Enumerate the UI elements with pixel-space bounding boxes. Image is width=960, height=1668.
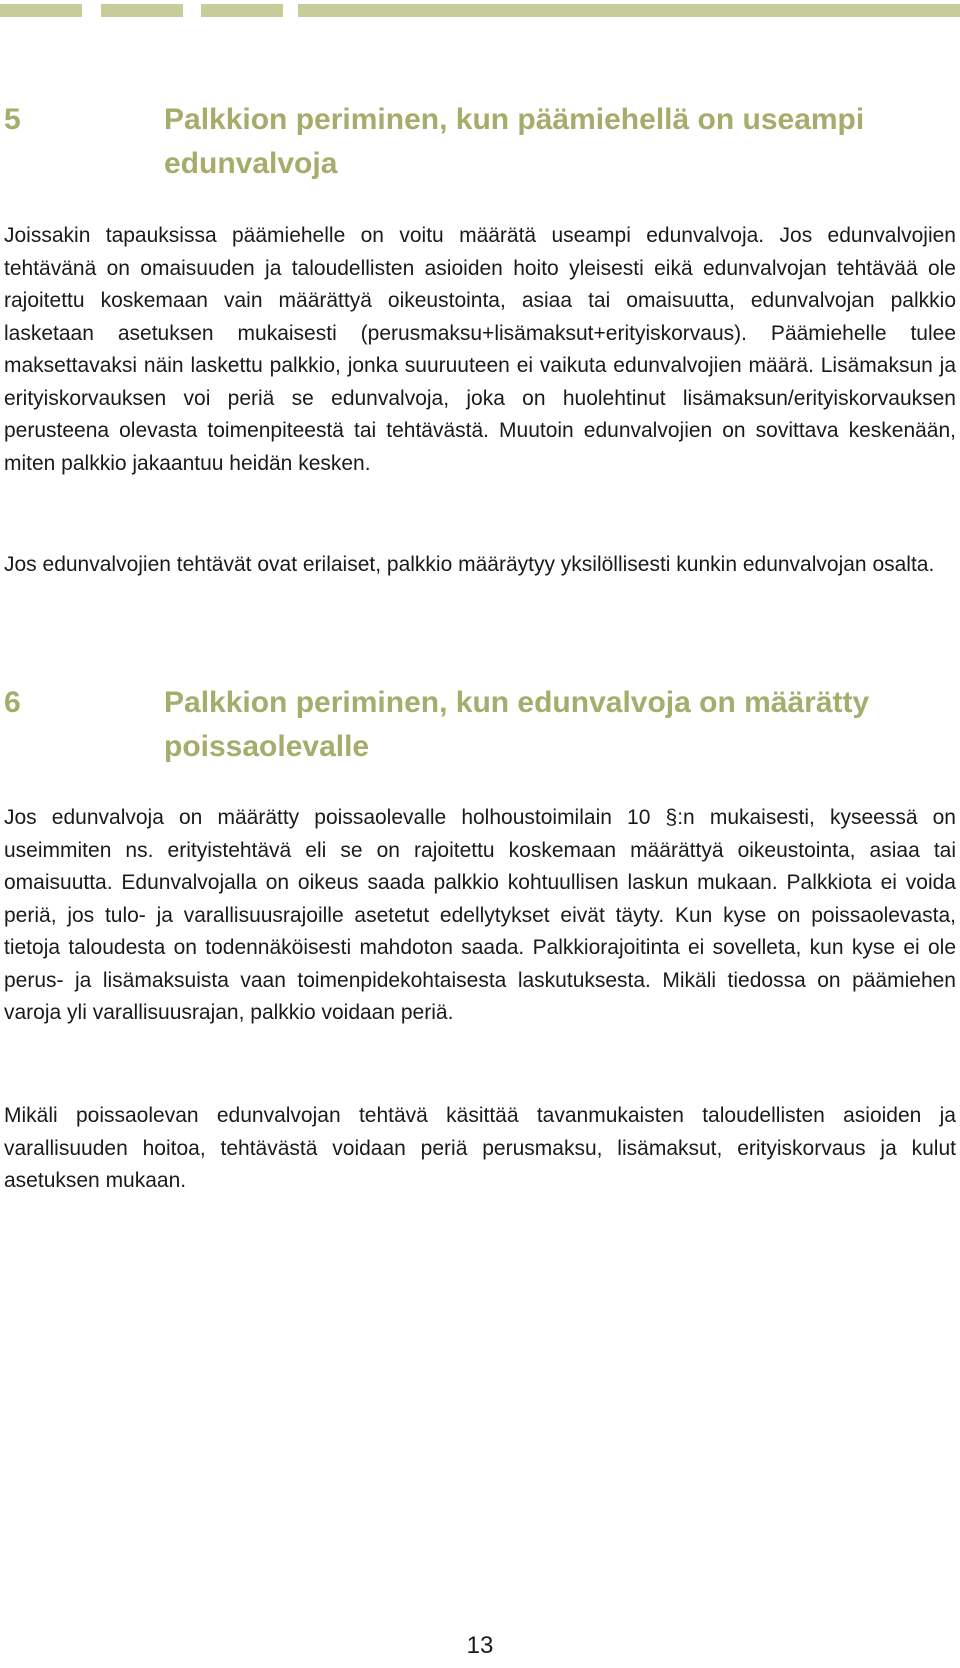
section-title: Palkkion periminen, kun edunvalvoja on määrätty poissaolevalle: [164, 686, 870, 763]
header-bar: [201, 4, 283, 17]
section-number: 5: [4, 103, 21, 136]
paragraph: Joissakin tapauksissa päämiehelle on voitu määrätä useampi edunvalvoja. Jos edunvalvojien tehtävänä on omaisuuden ja taloudellisten asioiden hoito yleisesti eikä edunvalvojan tehtävää ole rajoitettu koskemaan vain määrättyä oikeustointa, asiaa tai omaisuutta, edunvalvojan palkkio lasketaan asetuksen mukaisesti (perusmaksu+lisämaksut+erityiskorvaus). Päämiehelle tulee maksettavaksi näin laskettu palkkio, jonka suuruuteen ei vaikuta edunvalvojien määrä. Lisämaksun ja erityiskorvauksen voi periä se edunvalvoja, joka on huolehtinut lisämaksun/erityiskorvauksen perusteena olevasta toimenpiteestä tai tehtävästä. Muutoin edunvalvojien on sovittava keskenään, miten palkkio jakaantuu heidän kesken.: [4, 224, 956, 475]
section-title: Palkkion periminen, kun päämiehellä on useampi edunvalvoja: [164, 103, 865, 180]
paragraph: Jos edunvalvojien tehtävät ovat erilaiset, palkkio määräytyy yksilöllisesti kunkin edunvalvojan osalta.: [4, 553, 935, 576]
page-number: 13: [466, 1632, 494, 1659]
section-number: 6: [4, 686, 21, 719]
header-bar: [0, 4, 82, 17]
paragraph: Mikäli poissaolevan edunvalvojan tehtävä käsittää tavanmukaisten taloudellisten asioiden ja varallisuuden hoitoa, tehtävästä voidaan periä perusmaksu, lisämaksut, erityiskorvaus ja kulut asetuksen mukaan.: [4, 1104, 956, 1192]
header-bar: [298, 4, 960, 17]
header-decoration: [0, 4, 960, 17]
header-bar: [101, 4, 183, 17]
paragraph: Jos edunvalvoja on määrätty poissaolevalle holhoustoimilain 10 §:n mukaisesti, kyseessä on useimmiten ns. erityistehtävä eli se on rajoitettu koskemaan määrättyä oikeustointa, asiaa tai omaisuutta. Edunvalvojalla on oikeus saada palkkio kohtuullisen laskun mukaan. Palkkiota ei voida periä, jos tulo- ja varallisuusrajoille asetetut edellytykset eivät täyty. Kun kyse on poissaolevasta, tietoja taloudesta on todennäköisesti mahdoton saada. Palkkiorajoitinta ei sovelleta, kun kyse ei ole perus- ja lisämaksuista vaan toimenpidekohtaisesta laskutuksesta. Mikäli tiedossa on päämiehen varoja yli varallisuusrajan, palkkio voidaan periä.: [4, 806, 956, 1024]
